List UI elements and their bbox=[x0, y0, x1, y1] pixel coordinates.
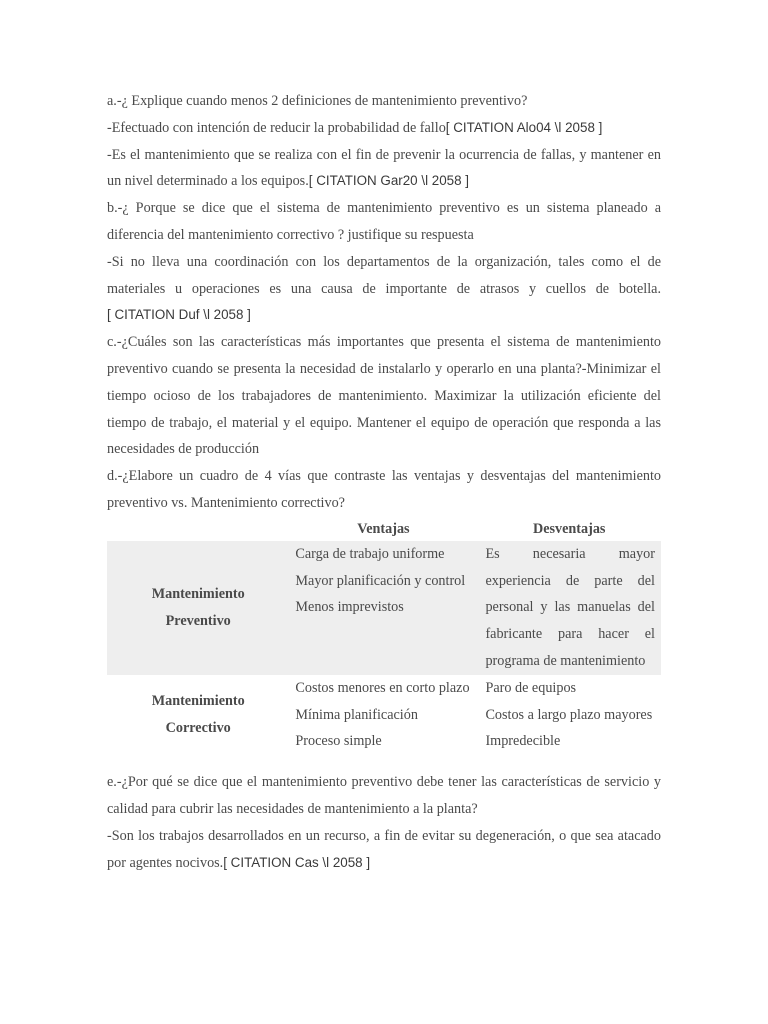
citation-gar20: [ CITATION Gar20 \l 2058 ] bbox=[308, 173, 469, 189]
question-e: e.-¿Por qué se dice que el mantenimiento preventivo debe tener las características de servicio y calidad para cubrir las necesidades de mantenimiento a la planta? bbox=[107, 774, 661, 817]
citation-duf: [ CITATION Duf \l 2058 ] bbox=[107, 307, 251, 323]
document-page bbox=[107, 88, 661, 876]
question-a: a.-¿ Explique cuando menos 2 definiciones de mantenimiento preventivo? bbox=[107, 93, 528, 109]
answer-a-1: -Efectuado con intención de reducir la probabilidad de fallo[ CITATION Alo04 \l 2058 ] bbox=[107, 119, 603, 136]
row-label-preventivo: Mantenimiento Preventivo bbox=[107, 541, 289, 675]
citation-alo04: [ CITATION Alo04 \l 2058 ] bbox=[445, 119, 603, 135]
cell-correctivo-desventajas: Paro de equipos Costos a largo plazo mayores Impredecible bbox=[485, 679, 653, 750]
cell-correctivo-ventajas: Costos menores en corto plazo Mínima planificación Proceso simple bbox=[295, 679, 470, 750]
question-c: c.-¿Cuáles son las características más importantes que presenta el sistema de mantenimiento preventivo cuando se presenta la necesidad de instalarlo y operarlo en una planta?-Minimizar el tiempo ocioso de los trabajadores de mantenimiento. Maximizar la utilización eficiente del tiempo de trabajo, el material y el equipo. Mantener el equipo de operación que responda a las necesidades de producción bbox=[107, 334, 661, 458]
table-header-row bbox=[107, 517, 661, 541]
table-header-desventajas: Desventajas bbox=[532, 520, 606, 537]
table-row-preventivo bbox=[107, 541, 661, 675]
answer-b: -Si no lleva una coordinación con los departamentos de la organización, tales como el de materiales u operaciones es una causa de importante de atrasos y cuellos de botella. [ CITATION Duf \l 2058 ] bbox=[107, 253, 661, 323]
table-header-empty bbox=[107, 517, 289, 541]
cell-preventivo-desventajas: Es necesaria mayor experiencia de parte del personal y las manuelas del fabricante para hacer el programa de mantenimiento bbox=[477, 541, 661, 675]
answer-e: -Son los trabajos desarrollados en un recurso, a fin de evitar su degeneración, o que sea atacado por agentes nocivos.[ CITATION Cas \l 2058 ] bbox=[107, 827, 661, 871]
question-b: b.-¿ Porque se dice que el sistema de mantenimiento preventivo es un sistema planeado a diferencia del mantenimiento correctivo ? justifique su respuesta bbox=[107, 200, 661, 243]
row-label-correctivo: Mantenimiento Correctivo bbox=[151, 693, 245, 736]
table-header-ventajas: Ventajas bbox=[357, 520, 410, 537]
citation-cas: [ CITATION Cas \l 2058 ] bbox=[223, 854, 371, 870]
answer-a-2: -Es el mantenimiento que se realiza con el fin de prevenir la ocurrencia de fallas, y mantener en un nivel determinado a los equipos.[ CITATION Gar20 \l 2058 ] bbox=[107, 146, 661, 190]
comparison-table bbox=[107, 517, 661, 755]
table-spacer bbox=[107, 755, 661, 769]
table-row-correctivo bbox=[107, 675, 661, 755]
question-d: d.-¿Elabore un cuadro de 4 vías que contraste las ventajas y desventajas del mantenimiento preventivo vs. Mantenimiento correctivo? bbox=[107, 468, 661, 511]
cell-preventivo-ventajas: Carga de trabajo uniforme Mayor planificación y control Menos imprevistos bbox=[289, 541, 477, 675]
